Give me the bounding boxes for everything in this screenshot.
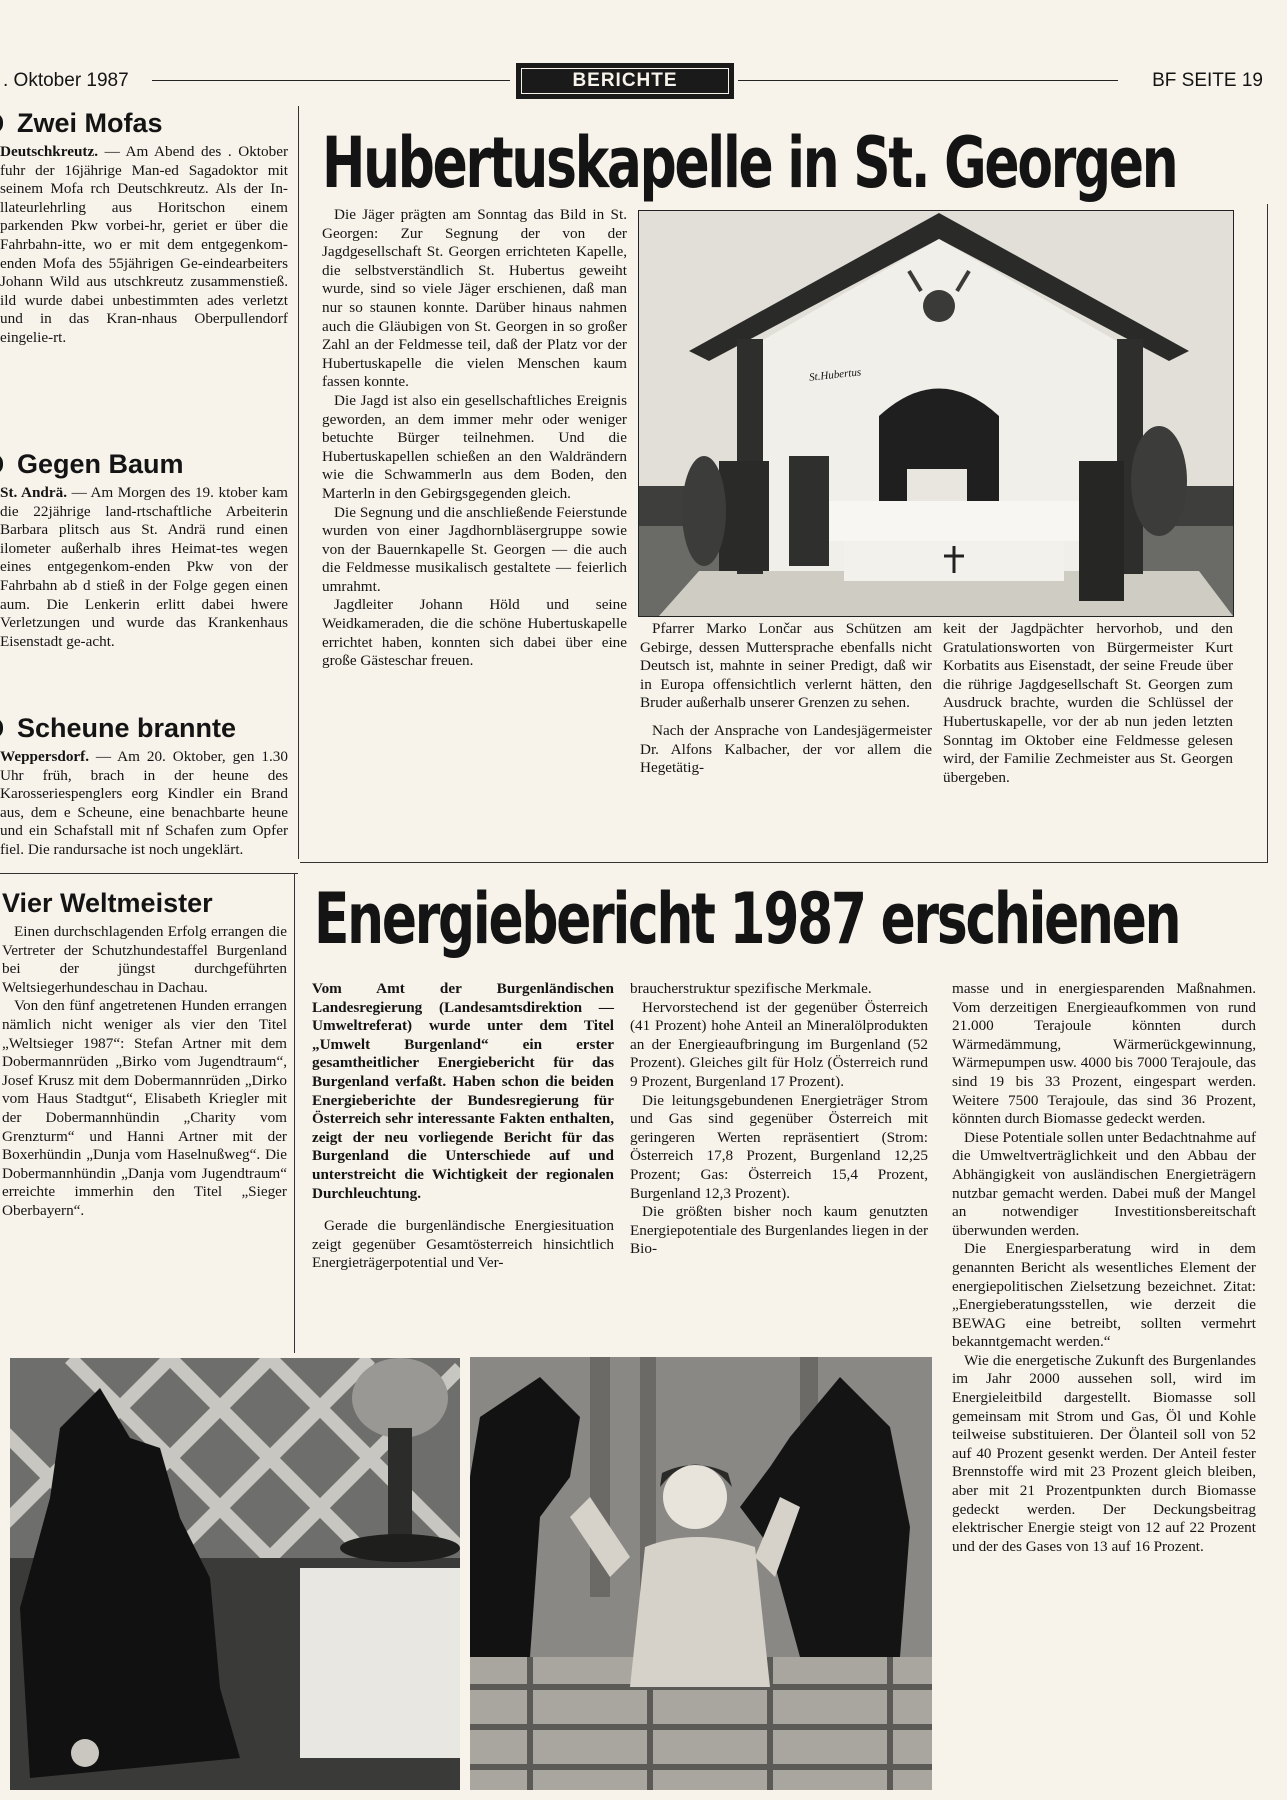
- box-rule: [1267, 204, 1268, 862]
- box-rule: [300, 862, 1268, 863]
- article-title: Vier Weltmeister: [2, 888, 213, 918]
- paragraph: Die Energiesparberatung wird in dem genannten Bericht als wesentliches Element der energiepolitischen Zielsetzung bezeichnet. Zitat: „Energieberatungsstellen, wie derzeit die BEWAG eine betreibt, sollten vermehrt bekanntgemacht werden.“: [952, 1240, 1256, 1351]
- child-with-dogs-illustration: [470, 1357, 932, 1790]
- hubertus-column-2: [640, 620, 932, 778]
- paragraph: Von den fünf angetretenen Hunden errangen nämlich nicht weniger als vier den Titel „Weltsieger 1987“: Stefan Artner mit dem Dobermannrüden „Birko vom Jugendtraum“, Josef Krusz mit dem Dobermannrüden „Dirko vom Haus Stadtgut“, Elisabeth Kriegler mit der Dobermannhündin „Charity vom Grenzturm“ und Hanni Artner mit der Boxerhündin „Dunja vom Haselnußweg“. Die Dobermannhündin „Danja vom Jugendtraum“ erreichte immerhin den Titel „Sieger Oberbayern“.: [2, 997, 287, 1219]
- left-news-column: [0, 108, 288, 898]
- energie-column-1: [312, 980, 614, 1273]
- section-rule: [0, 873, 298, 874]
- paragraph: Die leitungsgebundenen Energieträger Strom und Gas sind gegenüber Österreich mit geringeren Werten repräsentiert (Strom: Österreich 17,8 Prozent, Burgenland 12,25 Prozent; Gas: Österreich 15,4 Prozent, Burgenland 12,3 Prozent).: [630, 1091, 928, 1202]
- article-title: Scheune brannte: [0, 713, 288, 743]
- article-body: [2, 923, 287, 1221]
- chapel-photo: [638, 210, 1234, 617]
- paragraph: Pfarrer Marko Lončar aus Schützen am Gebirge, dessen Muttersprache ebenfalls nicht Deutsch ist, mahnte in seiner Predigt, daß wir in Europa offensichtlich verlernt hätten, den Bruder außerhalb unserer Grenzen zu sehen.: [640, 620, 932, 712]
- paragraph: masse und in energiesparenden Maßnahmen. Vom derzeitigen Energieaufkommen von rund 21.000 Terajoule könnten durch Wärmedämmung, Wärmerückgewinnung, Wärmepumpen usw. 4000 bis 7000 Terajoule, das sind 19 bis 33 Prozent, eingespart werden. Weitere 7500 Terajoule, das sind 36 Prozent, könnten durch Biomasse gedeckt werden.: [952, 980, 1256, 1128]
- header-rule-right: [738, 80, 1118, 81]
- energie-headline: Energiebericht 1987 erschienen: [314, 878, 1180, 960]
- bullet-icon: [0, 113, 3, 133]
- chapel-photo-illustration: [639, 211, 1233, 616]
- paragraph: Jagdleiter Johann Höld und seine Weidkameraden, die die schöne Hubertuskapelle errichtet haben, konnten sich dabei über eine große Gästeschar freuen.: [322, 596, 627, 670]
- dog-photo-trophy: [10, 1358, 460, 1790]
- paragraph: Die Jäger prägten am Sonntag das Bild in St. Georgen: Zur Segnung der von der Jagdgesellschaft St. Georgen errichteten Kapelle, die selbstverständlich St. Hubertus geweiht wurde, sind so viele Jäger erschienen, daß man nur so staunen konnte. Darüber hinaus nahmen auch die Gläubigen von St. Georgen in so großer Zahl an der Feldmesse teil, daß der Platz vor der Hubertuskapelle die vielen Menschen kaum fassen konnte.: [322, 206, 627, 391]
- paragraph: braucherstruktur spezifische Merkmale.: [630, 980, 872, 997]
- paragraph: Nach der Ansprache von Landesjägermeister Dr. Alfons Kalbacher, der vor allem die Hegetätig-: [640, 721, 932, 777]
- article-title: Gegen Baum: [0, 449, 288, 479]
- article-vier-weltmeister: [2, 888, 287, 1221]
- dog-photo-child: [470, 1357, 932, 1790]
- hubertus-column-3: [943, 620, 1233, 787]
- article-body: St. Andrä. — Am Morgen des 19. ktober kam die 22jährige land-rtschaftliche Arbeiterin Barbara plitsch aus St. Andrä rund einen ilometer außerhalb ihres Heimat-tes wegen eines entgegenkom-enden Pkw von der Fahrbahn ab d stieß in der Folge gegen einen aum. Die Lenkerin erlitt dabei hwere Verletzungen und wurde das Krankenhaus Eisenstadt ge-acht.: [0, 484, 288, 650]
- paragraph: Wie die energetische Zukunft des Burgenlandes im Jahr 2000 aussehen soll, wird im Energieleitbild dargestellt. Biomasse soll gemeinsam mit Strom und Gas, Öl und Kohle teilweise substituieren. Der Ölanteil soll von 52 auf 40 Prozent gesenkt werden. Der Anteil fester Brennstoffe wird mit 23 Prozent gleich bleiben, aber mit 21 Prozentpunkten durch Biomasse gedeckt werden. Der Deckungsbeitrag elektrischer Energie steigt von 12 auf 22 Prozent und der des Gases von 13 auf 16 Prozent.: [952, 1351, 1256, 1555]
- article-scheune-brannte: [0, 713, 288, 898]
- bullet-icon: [0, 454, 3, 474]
- header-rule-left: [152, 80, 510, 81]
- energie-column-3: [952, 980, 1256, 1556]
- lead-paragraph: Vom Amt der Burgenländischen Landesregierung (Landesamtsdirektion — Umweltreferat) wurde unter dem Titel „Umwelt Burgenland“ ein erster gesamtheitlicher Energiebericht für das Burgenland verfaßt. Haben schon die beiden Energieberichte der Bundesregierung für Österreich sehr interessante Fakten enthalten, zeigt der neu vorliegende Bericht für das Burgenland die Unterschiede auf und unterstreicht die Wichtigkeit der regionalen Durchleuchtung.: [312, 980, 614, 1202]
- paragraph: Gerade die burgenländische Energiesituation zeigt gegenüber Gesamtösterreich hinsichtlich Energieträgerpotential und Ver-: [312, 1217, 614, 1272]
- article-gegen-baum: [0, 449, 288, 693]
- hubertus-column-1: [322, 206, 627, 671]
- article-title: Zwei Mofas: [0, 108, 288, 138]
- bullet-icon: [0, 718, 3, 738]
- section-label: BERICHTE: [521, 68, 729, 94]
- paragraph: keit der Jagdpächter hervorhob, und den Gratulationsworten von Bürgermeister Kurt Korbatits aus Eisenstadt, der seine Freude über die rührige Jagdgesellschaft St. Georgen zum Ausdruck brachte, wurden die Schlüssel der Hubertuskapelle, vor der ab nun jeden letzten Sonntag im Oktober eine Feldmesse gelesen wird, der Familie Zechmeister aus St. Georgen übergeben.: [943, 620, 1233, 786]
- paragraph: Die größten bisher noch kaum genutzten Energiepotentiale des Burgenlandes liegen in der Bio-: [630, 1203, 928, 1258]
- energie-column-2: [630, 980, 928, 1259]
- page-number: BF SEITE 19: [1152, 70, 1263, 91]
- paragraph: Einen durchschlagenden Erfolg errangen die Vertreter der Schutzhundestaffel Burgenland bei der jüngst durchgeführten Weltsiegerhundeschau in Dachau.: [2, 923, 287, 996]
- column-rule: [294, 873, 295, 1353]
- chapel-sign: St.Hubertus: [808, 366, 862, 384]
- article-body: Deutschkreutz. — Am Abend des . Oktober fuhr der 16jährige Man-ed Sagadoktor mit seinem Mofa rch Deutschkreutz. Als der In-llateurlehrling aus Horitschon einem parkenden Pkw vorbei-hr, geriet er über die Fahrbahn-itte, wo er mit dem entgegenkom-enden Mofa des 55jährigen Ge-eindearbeiters Johann Wild aus utschkreutz zusammenstieß. ild wurde dabei unbestimmten ades verletzt und in das Kran-nhaus Oberpullendorf eingelie-rt.: [0, 143, 288, 346]
- article-body: Weppersdorf. — Am 20. Oktober, gen 1.30 Uhr früh, brach in der heune des Karosseriespenglers eorg Kindler ein Brand aus, dem e Scheune, eine benachbarte heune und ein Schafstall mit nf Schafen zum Opfer fiel. Die randursache ist noch ungeklärt.: [0, 748, 288, 858]
- paragraph: Die Jagd ist also ein gesellschaftliches Ereignis geworden, an dem immer mehr oder weniger betuchte Bürger teilnehmen. Und die Hubertuskapellen schießen an den Waldrändern wie die Schwammerln aus dem Boden, den Marterln in den Gebirgsgegenden gleich.: [322, 391, 627, 502]
- paragraph: Diese Potentiale sollen unter Bedachtnahme auf die Umweltverträglichkeit und den Abbau der Abhängigkeit von ausländischen Energieträgern nutzbar gemacht werden. Dabei muß der Mangel an notwendiger Investitionsbereitschaft überwunden werden.: [952, 1128, 1256, 1239]
- dog-with-trophy-illustration: [10, 1358, 460, 1790]
- article-zwei-mofas: [0, 108, 288, 429]
- section-badge: [516, 63, 734, 99]
- issue-date: . Oktober 1987: [3, 70, 129, 91]
- paragraph: Hervorstechend ist der gegenüber Österreich (41 Prozent) hohe Anteil an Mineralölprodukten an der Energieaufbringung im Burgenland (52 Prozent). Gleiches gilt für Holz (Österreich rund 9 Prozent, Burgenland 17 Prozent).: [630, 998, 928, 1090]
- hubertus-headline: Hubertuskapelle in St. Georgen: [322, 122, 1177, 204]
- column-rule: [298, 106, 299, 859]
- paragraph: Die Segnung und die anschließende Feierstunde wurden von einer Jagdhornbläsergruppe sowie von der Bauernkapelle St. Georgen — die auch die Feldmesse musikalisch gestaltete — feierlich umrahmt.: [322, 503, 627, 595]
